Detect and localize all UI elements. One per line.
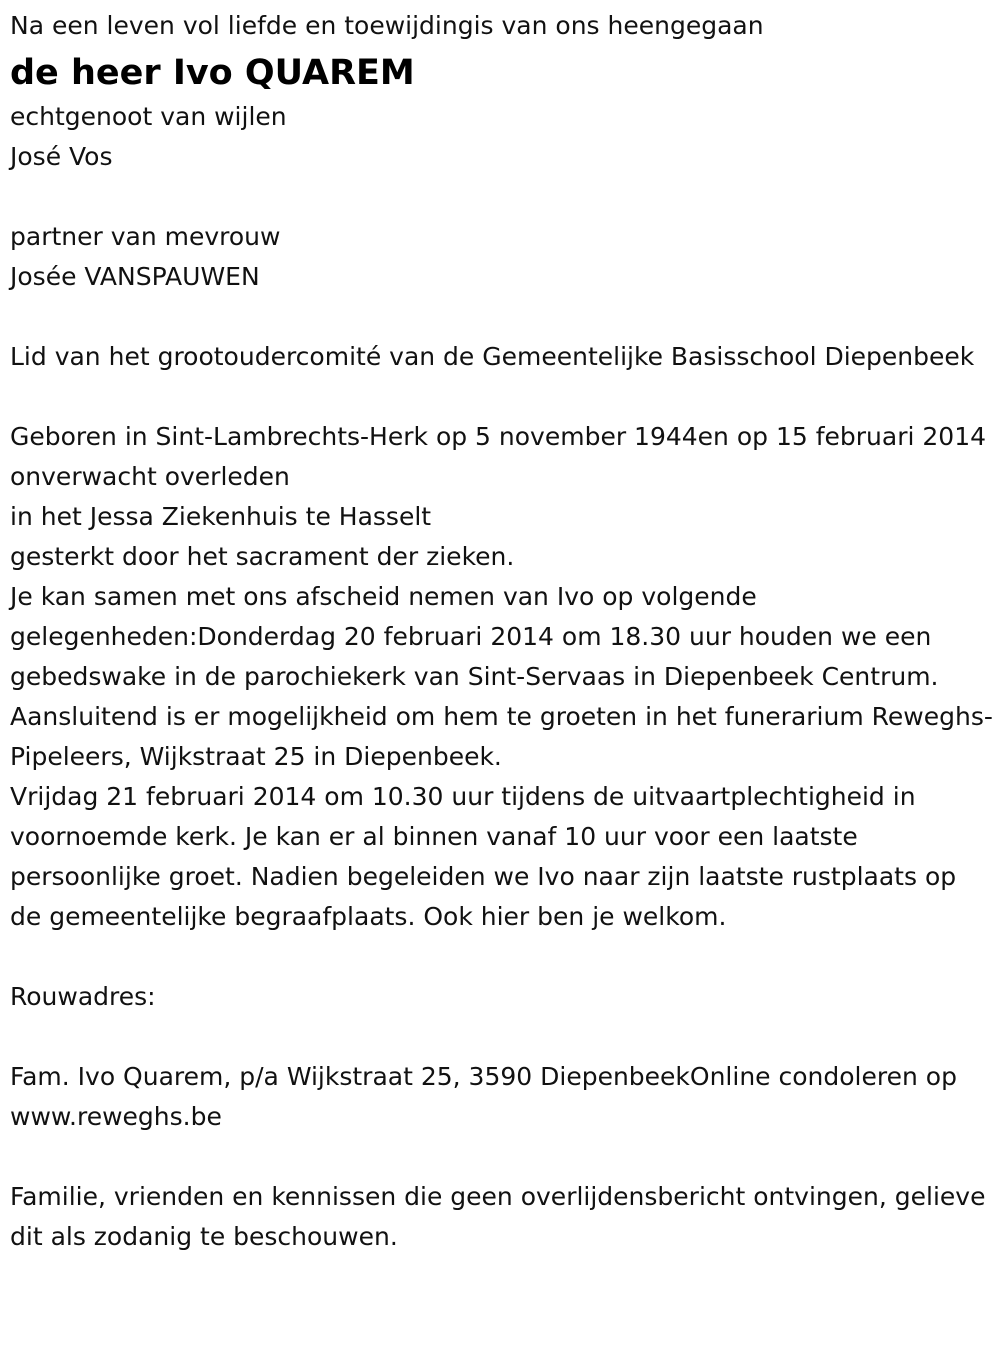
sacrament-text: gesterkt door het sacrament der zieken.: [10, 542, 515, 571]
spacer: [10, 937, 995, 977]
intro-line: Na een leven vol liefde en toewijdingis van ons heengegaan: [10, 11, 764, 40]
partner-label: partner van mevrouw: [10, 222, 281, 251]
spouse-name: José Vos: [10, 142, 113, 171]
spacer: [10, 177, 995, 217]
spacer: [10, 377, 995, 417]
address-text: Fam. Ivo Quarem, p/a Wijkstraat 25, 3590 DiepenbeekOnline condoleren op www.reweghs.be: [10, 1062, 957, 1131]
partner-name: Josée VANSPAUWEN: [10, 262, 260, 291]
farewell-text: Je kan samen met ons afscheid nemen van Ivo op volgende gelegenheden:Donderdag 20 februari 2014 om 18.30 uur houden we een gebedswake in de parochiekerk van Sint-Servaas in Diepenbeek Centrum. Aansluitend is er mogelijkheid om hem te groeten in het funerarium Reweghs-Pipeleers, Wijkstraat 25 in Diepenbeek.: [10, 582, 993, 771]
membership-text: Lid van het grootoudercomité van de Gemeentelijke Basisschool Diepenbeek: [10, 342, 975, 371]
funeral-text: Vrijdag 21 februari 2014 om 10.30 uur tijdens de uitvaartplechtigheid in voornoemde kerk. Je kan er al binnen vanaf 10 uur voor een laatste persoonlijke groet. Nadien begeleiden we Ivo naar zijn laatste rustplaats op de gemeentelijke begraafplaats. Ook hier ben je welkom.: [10, 782, 957, 931]
spouse-label: echtgenoot van wijlen: [10, 102, 287, 131]
obituary-notice: [10, 6, 995, 1257]
born-died-text: Geboren in Sint-Lambrechts-Herk op 5 november 1944en op 15 februari 2014 onverwacht overleden: [10, 422, 987, 491]
spacer: [10, 297, 995, 337]
place-of-death-text: in het Jessa Ziekenhuis te Hasselt: [10, 502, 432, 531]
spacer: [10, 1137, 995, 1177]
deceased-name: de heer Ivo QUAREM: [10, 53, 415, 93]
address-label: Rouwadres:: [10, 982, 156, 1011]
closing-text: Familie, vrienden en kennissen die geen overlijdensbericht ontvingen, gelieve dit als zodanig te beschouwen.: [10, 1182, 986, 1251]
spacer: [10, 1017, 995, 1057]
